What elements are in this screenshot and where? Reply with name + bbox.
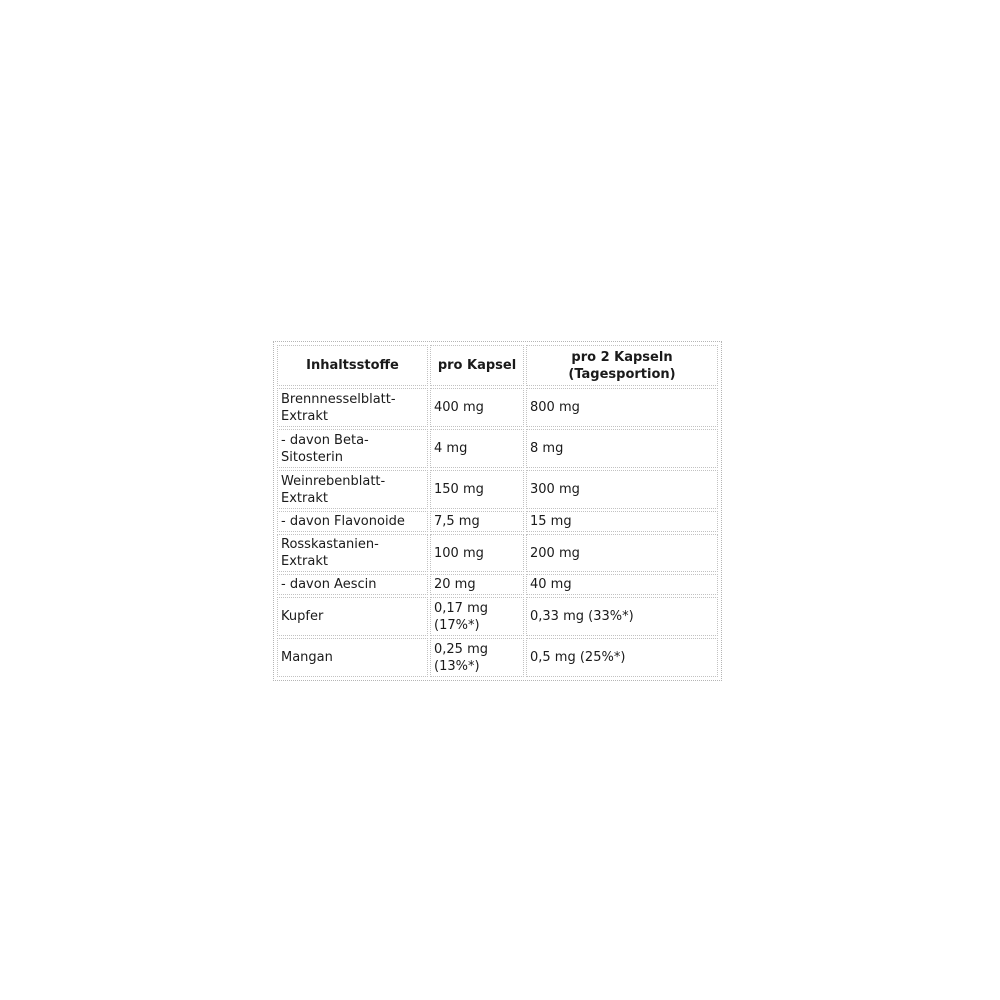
ingredient-cell: Rosskastanien-Extrakt [277, 534, 428, 572]
table-row [277, 388, 718, 427]
per-day-cell: 8 mg [526, 429, 718, 468]
per-day-cell: 0,33 mg (33%*) [526, 597, 718, 636]
table-row [277, 597, 718, 636]
table-row [277, 511, 718, 532]
table-header-row [277, 345, 718, 386]
ingredient-cell: Weinrebenblatt-Extrakt [277, 470, 428, 509]
per-day-cell: 40 mg [526, 574, 718, 595]
header-ingredients: Inhaltsstoffe [277, 345, 428, 386]
per-capsule-cell: 20 mg [430, 574, 524, 595]
per-capsule-cell: 400 mg [430, 388, 524, 427]
table-row [277, 429, 718, 468]
table-row [277, 638, 718, 677]
ingredient-cell: - davon Beta-Sitosterin [277, 429, 428, 468]
header-per-two-capsules: pro 2 Kapseln (Tagesportion) [526, 345, 718, 386]
per-day-cell: 0,5 mg (25%*) [526, 638, 718, 677]
ingredient-cell: Kupfer [277, 597, 428, 636]
per-capsule-cell: 4 mg [430, 429, 524, 468]
table-row [277, 534, 718, 572]
per-day-cell: 300 mg [526, 470, 718, 509]
per-day-cell: 800 mg [526, 388, 718, 427]
ingredient-cell: - davon Flavonoide [277, 511, 428, 532]
header-per-capsule: pro Kapsel [430, 345, 524, 386]
table-row [277, 470, 718, 509]
per-capsule-cell: 7,5 mg [430, 511, 524, 532]
per-capsule-cell: 0,25 mg (13%*) [430, 638, 524, 677]
ingredients-table [275, 343, 720, 679]
ingredients-table-wrapper [273, 341, 722, 681]
ingredient-cell: Brennnesselblatt-Extrakt [277, 388, 428, 427]
ingredient-cell: Mangan [277, 638, 428, 677]
table-row [277, 574, 718, 595]
per-day-cell: 200 mg [526, 534, 718, 572]
per-capsule-cell: 0,17 mg (17%*) [430, 597, 524, 636]
per-day-cell: 15 mg [526, 511, 718, 532]
per-capsule-cell: 150 mg [430, 470, 524, 509]
ingredient-cell: - davon Aescin [277, 574, 428, 595]
per-capsule-cell: 100 mg [430, 534, 524, 572]
